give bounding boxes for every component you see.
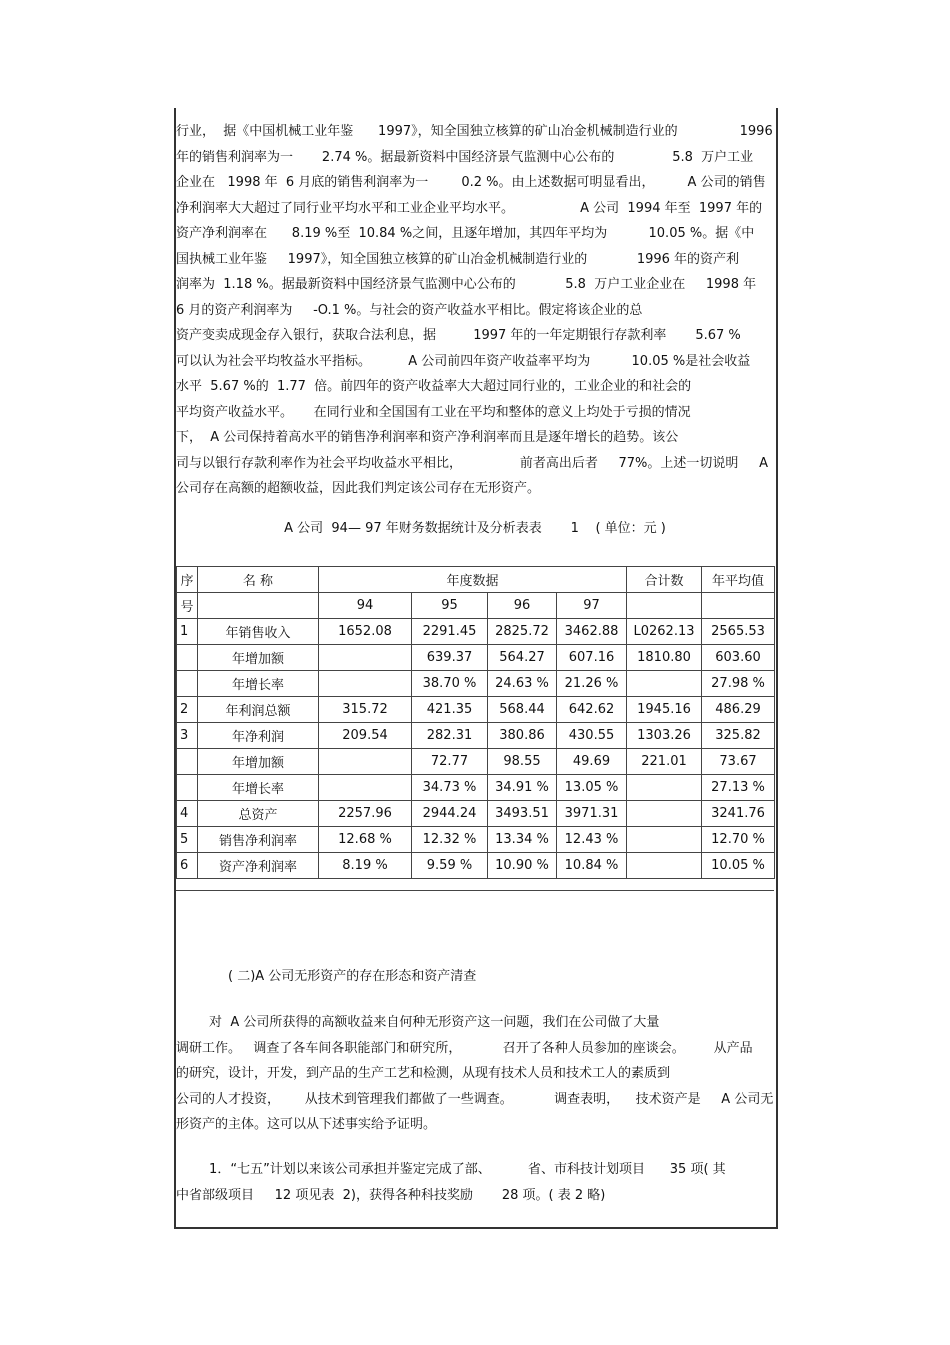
- header-row: [177, 567, 775, 593]
- header-cell: 95: [412, 593, 488, 619]
- table-cell-y96: 568.44: [488, 697, 557, 723]
- table-cell-total: 221.01: [627, 749, 702, 775]
- header-cell: 94: [319, 593, 412, 619]
- table-cell-no: 4: [177, 801, 198, 827]
- table-cell-y97: 21.26 %: [557, 671, 627, 697]
- header-cell: [627, 593, 702, 619]
- table-cell-y94: 209.54: [319, 723, 412, 749]
- table-row: [177, 853, 775, 879]
- table-cell-name: 资产净利润率: [198, 853, 319, 879]
- header-cell: 96: [488, 593, 557, 619]
- table-cell-y95: 38.70 %: [412, 671, 488, 697]
- table-row: [177, 801, 775, 827]
- text-line: 中省部级项目 12 项见表 2)，获得各种科技奖励 28 项。( 表 2 略): [176, 1187, 606, 1203]
- table-cell-y95: 34.73 %: [412, 775, 488, 801]
- table-cell-y97: 3462.88: [557, 619, 627, 645]
- table-cell-y96: 2825.72: [488, 619, 557, 645]
- table-cell-y97: 10.84 %: [557, 853, 627, 879]
- table-cell-y97: 13.05 %: [557, 775, 627, 801]
- table-cell-no: [177, 645, 198, 671]
- table-cell-name: 年增长率: [198, 775, 319, 801]
- table-cell-y95: 2944.24: [412, 801, 488, 827]
- table-cell-y96: 13.34 %: [488, 827, 557, 853]
- table-cell-no: [177, 671, 198, 697]
- paragraph-2: [176, 1010, 774, 1138]
- table-cell-avg: 27.98 %: [702, 671, 775, 697]
- table-cell-avg: 325.82: [702, 723, 775, 749]
- table-cell-y96: 3493.51: [488, 801, 557, 827]
- text-line: 行业， 据《中国机械工业年鉴 1997》，知全国独立核算的矿山冶金机械制造行业的 1996: [176, 124, 773, 139]
- financial-table: [176, 566, 775, 879]
- header-cell: 号: [177, 593, 198, 619]
- table-cell-total: L0262.13: [627, 619, 702, 645]
- table-cell-name: 年增加额: [198, 749, 319, 775]
- table-row: [177, 697, 775, 723]
- table-row: [177, 775, 775, 801]
- table-cell-avg: 12.70 %: [702, 827, 775, 853]
- table-cell-total: 1810.80: [627, 645, 702, 671]
- table-cell-no: 2: [177, 697, 198, 723]
- table-cell-name: 年增加额: [198, 645, 319, 671]
- section-2-title: ( 二)A 公司无形资产的存在形态和资产清查: [228, 969, 477, 984]
- text-line: 司与以银行存款利率作为社会平均收益水平相比， 前者高出后者 77%。上述一切说明 A: [176, 455, 768, 471]
- table-cell-y96: 380.86: [488, 723, 557, 749]
- table-cell-no: [177, 775, 198, 801]
- text-line: 润率为 1.18 %。据最新资料中国经济景气监测中心公布的 5.8 万户工业企业在 1998 年: [176, 277, 757, 292]
- table-bottom-band: [176, 890, 774, 896]
- header-cell-total: 合计数: [627, 567, 702, 593]
- table-cell-total: [627, 801, 702, 827]
- table-caption: A 公司 94— 97 年财务数据统计及分析表表 1 ( 单位：元 ): [284, 521, 666, 536]
- table-cell-total: [627, 775, 702, 801]
- table-cell-name: 年增长率: [198, 671, 319, 697]
- text-line: 净利润率大大超过了同行业平均水平和工业企业平均水平。 A 公司 1994 年至 1997 年的: [176, 200, 763, 216]
- text-line: 资产变卖成现金存入银行，获取合法利息，据 1997 年的一年定期银行存款利率 5.67 %: [176, 328, 741, 343]
- table-cell-name: 年利润总额: [198, 697, 319, 723]
- table-cell-y94: 12.68 %: [319, 827, 412, 853]
- table-cell-no: [177, 749, 198, 775]
- table-cell-y94: [319, 749, 412, 775]
- table-cell-y96: 564.27: [488, 645, 557, 671]
- table-cell-avg: 27.13 %: [702, 775, 775, 801]
- table-cell-y97: 12.43 %: [557, 827, 627, 853]
- text-line: 形资产的主体。这可以从下述事实给予证明。: [176, 1117, 437, 1132]
- table-cell-total: [627, 827, 702, 853]
- table-row: [177, 749, 775, 775]
- header-cell: 97: [557, 593, 627, 619]
- table-cell-no: 1: [177, 619, 198, 645]
- table-cell-y97: 49.69: [557, 749, 627, 775]
- table-cell-no: 6: [177, 853, 198, 879]
- table-cell-avg: 2565.53: [702, 619, 775, 645]
- table-cell-y95: 421.35: [412, 697, 488, 723]
- table-cell-name: 销售净利润率: [198, 827, 319, 853]
- text-line: 下， A 公司保持着高水平的销售净利润率和资产净利润率而且是逐年增长的趋势。该公: [176, 430, 679, 445]
- header-cell-average: 年平均值: [702, 567, 775, 593]
- text-line: 调研工作。 调查了各车间各职能部门和研究所， 召开了各种人员参加的座谈会。 从产品: [176, 1040, 753, 1056]
- table-cell-y94: [319, 775, 412, 801]
- table-cell-y94: [319, 671, 412, 697]
- text-line: 年的销售利润率为一 2.74 %。据最新资料中国经济景气监测中心公布的 5.8 万户工业: [176, 149, 754, 165]
- table-cell-total: [627, 853, 702, 879]
- header-cell-year-data: 年度数据: [319, 567, 627, 593]
- table-cell-no: 5: [177, 827, 198, 853]
- header-cell-name: 名 称: [198, 567, 319, 593]
- table-cell-avg: 486.29: [702, 697, 775, 723]
- table-cell-y95: 639.37: [412, 645, 488, 671]
- text-line: 可以认为社会平均牧益水平指标。 A 公司前四年资产收益率平均为 10.05 %是社会收益: [176, 353, 751, 369]
- table-row: [177, 671, 775, 697]
- table-cell-y96: 98.55: [488, 749, 557, 775]
- table-cell-total: 1303.26: [627, 723, 702, 749]
- table-cell-y97: 430.55: [557, 723, 627, 749]
- header-cell: [198, 593, 319, 619]
- table-cell-y96: 10.90 %: [488, 853, 557, 879]
- text-line: 水平 5.67 %的 1.77 倍。前四年的资产收益率大大超过同行业的，工业企业的和社会的: [176, 379, 692, 394]
- table-cell-y95: 12.32 %: [412, 827, 488, 853]
- table-cell-y94: 2257.96: [319, 801, 412, 827]
- header-cell-no: 序: [177, 567, 198, 593]
- table-row: [177, 645, 775, 671]
- table-cell-no: 3: [177, 723, 198, 749]
- table-cell-y94: 315.72: [319, 697, 412, 723]
- header-row: [177, 593, 775, 619]
- table-row: [177, 827, 775, 853]
- table-cell-y95: 9.59 %: [412, 853, 488, 879]
- table-cell-avg: 73.67: [702, 749, 775, 775]
- table-cell-y97: 642.62: [557, 697, 627, 723]
- text-line: 6 月的资产利润率为 -O.1 %。与社会的资产收益水平相比。假定将该企业的总: [176, 302, 643, 318]
- paragraph-1: [176, 119, 774, 502]
- table-cell-y95: 72.77: [412, 749, 488, 775]
- table-cell-name: 总资产: [198, 801, 319, 827]
- table-row: [177, 619, 775, 645]
- table-cell-total: 1945.16: [627, 697, 702, 723]
- table-cell-y96: 34.91 %: [488, 775, 557, 801]
- text-line: 公司存在高额的超额收益，因此我们判定该公司存在无形资产。: [176, 481, 541, 496]
- table-cell-y97: 3971.31: [557, 801, 627, 827]
- table-cell-y96: 24.63 %: [488, 671, 557, 697]
- header-cell: [702, 593, 775, 619]
- text-line: 企业在 1998 年 6 月底的销售利润率为一 0.2 %。由上述数据可明显看出， A 公司的销售: [176, 175, 766, 190]
- paragraph-3: [176, 1157, 774, 1208]
- table-cell-name: 年净利润: [198, 723, 319, 749]
- text-line: 平均资产收益水平。 在同行业和全国国有工业在平均和整体的意义上均处于亏损的情况: [176, 404, 691, 420]
- table-row: [177, 723, 775, 749]
- text-line: 对 A 公司所获得的高额收益来自何种无形资产这一问题，我们在公司做了大量: [176, 1015, 660, 1030]
- table-cell-y97: 607.16: [557, 645, 627, 671]
- text-line: 公司的人才投资， 从技术到管理我们都做了一些调查。 调查表明， 技术资产是 A 公司无: [176, 1091, 774, 1107]
- table-cell-y94: [319, 645, 412, 671]
- text-line: 的研究，设计，开发，到产品的生产工艺和检测，从现有技术人员和技术工人的素质到: [176, 1066, 671, 1081]
- table-cell-avg: 3241.76: [702, 801, 775, 827]
- table-cell-name: 年销售收入: [198, 619, 319, 645]
- table-cell-total: [627, 671, 702, 697]
- text-line: 国执械工业年鉴 1997》，知全国独立核算的矿山冶金机械制造行业的 1996 年的资产利: [176, 251, 740, 267]
- table-cell-y94: 1652.08: [319, 619, 412, 645]
- table-cell-avg: 603.60: [702, 645, 775, 671]
- text-line: 资产净利润率在 8.19 %至 10.84 %之间，且逐年增加，其四年平均为 10.05 %。据《中: [176, 226, 755, 241]
- table-cell-y94: 8.19 %: [319, 853, 412, 879]
- text-line: 1．“七五”计划以来该公司承担并鉴定完成了部、 省、市科技计划项目 35 项( 其: [176, 1162, 726, 1177]
- table-cell-y95: 282.31: [412, 723, 488, 749]
- table-cell-avg: 10.05 %: [702, 853, 775, 879]
- table-cell-y95: 2291.45: [412, 619, 488, 645]
